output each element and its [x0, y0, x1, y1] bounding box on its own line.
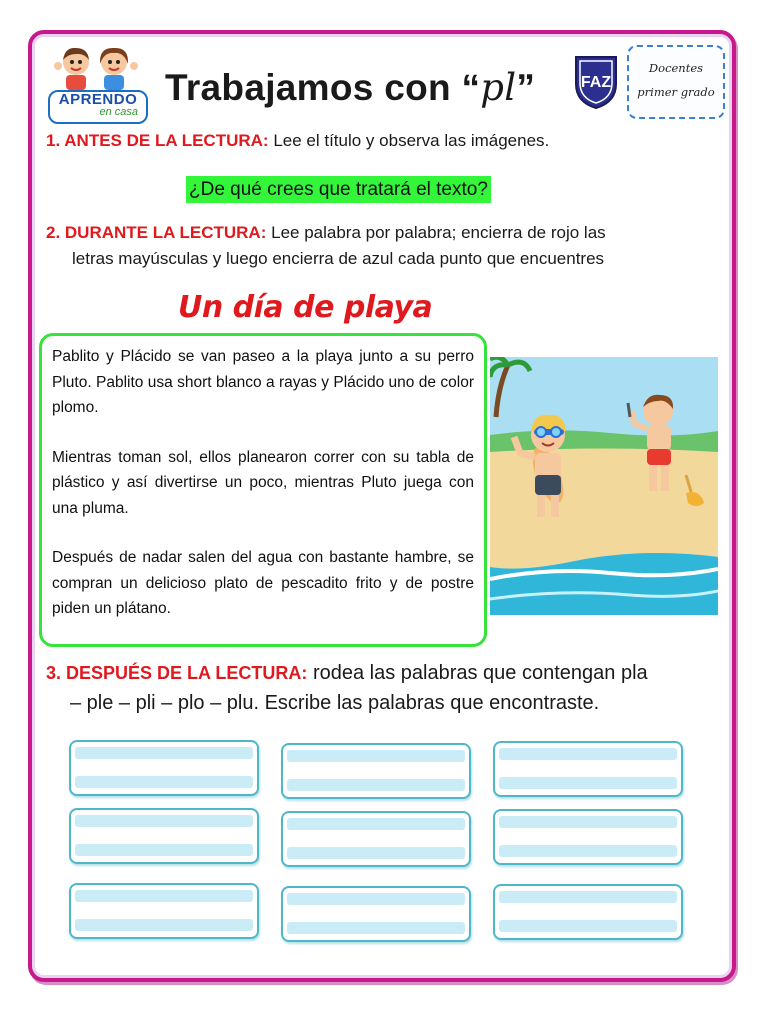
section-2-durante: [46, 220, 726, 272]
story-paragraph-3: Después de nadar salen del agua con bastante hambre, se compran un delicioso plato de pescadito frito y de postre piden un plátano.: [52, 549, 474, 617]
logo-text-en-casa: en casa: [99, 106, 138, 118]
prediction-question: ¿De qué crees que tratará el texto?: [186, 176, 491, 203]
section-3-despues: [46, 658, 736, 718]
docentes-line1: Docentes: [648, 61, 704, 75]
story-paragraph-2: Mientras toman sol, ellos planearon correr con su tabla de plástico y así divertirse un poco, mientras Pluto juega con una pluma.: [52, 448, 474, 517]
section-1-text: Lee el título y observa las imágenes.: [273, 131, 550, 150]
section-2-text-line1: Lee palabra por palabra; encierra de rojo las: [271, 223, 606, 242]
shield-text: FAZ: [580, 74, 612, 91]
title-suffix: ”: [516, 67, 536, 108]
answer-box-8[interactable]: [281, 886, 471, 942]
story-text-box: [39, 333, 487, 647]
answer-box-3[interactable]: [493, 741, 683, 797]
answer-box-4[interactable]: [69, 808, 259, 864]
faz-shield-icon: [573, 54, 619, 110]
section-3-text-line2: – ple – pli – plo – plu. Escribe las palabras que encontraste.: [70, 692, 600, 714]
section-1-label: 1. ANTES DE LA LECTURA:: [46, 131, 269, 150]
beach-illustration: [490, 357, 718, 615]
answer-box-2[interactable]: [281, 743, 471, 799]
answer-box-7[interactable]: [69, 883, 259, 939]
section-3-text-line1: rodea las palabras que contengan pla: [312, 662, 648, 684]
answer-box-6[interactable]: [493, 809, 683, 865]
title-pl: pl: [480, 66, 517, 109]
logo-text-aprendo: APRENDO: [58, 91, 138, 108]
story-title: Un día de playa: [178, 290, 433, 325]
answer-box-9[interactable]: [493, 884, 683, 940]
kids-illustration-icon: [52, 44, 140, 90]
section-3-label: 3. DESPUÉS DE LA LECTURA:: [46, 663, 308, 683]
story-paragraph-1: Pablito y Plácido se van paseo a la playa junto a su perro Pluto. Pablito usa short blanco a rayas y Plácido uno de color plomo.: [52, 348, 474, 416]
aprendo-en-casa-logo: [44, 44, 146, 124]
logo-badge: [48, 90, 148, 124]
docentes-badge: [627, 45, 725, 119]
section-2-text-line2: letras mayúsculas y luego encierra de azul cada punto que encuentres: [72, 249, 605, 268]
section-1-antes: [46, 128, 549, 154]
section-2-label: 2. DURANTE LA LECTURA:: [46, 223, 267, 242]
page-title: [165, 66, 535, 109]
answer-box-5[interactable]: [281, 811, 471, 867]
answer-box-1[interactable]: [69, 740, 259, 796]
title-prefix: Trabajamos con “: [165, 67, 481, 108]
docentes-line2: primer grado: [637, 85, 715, 99]
